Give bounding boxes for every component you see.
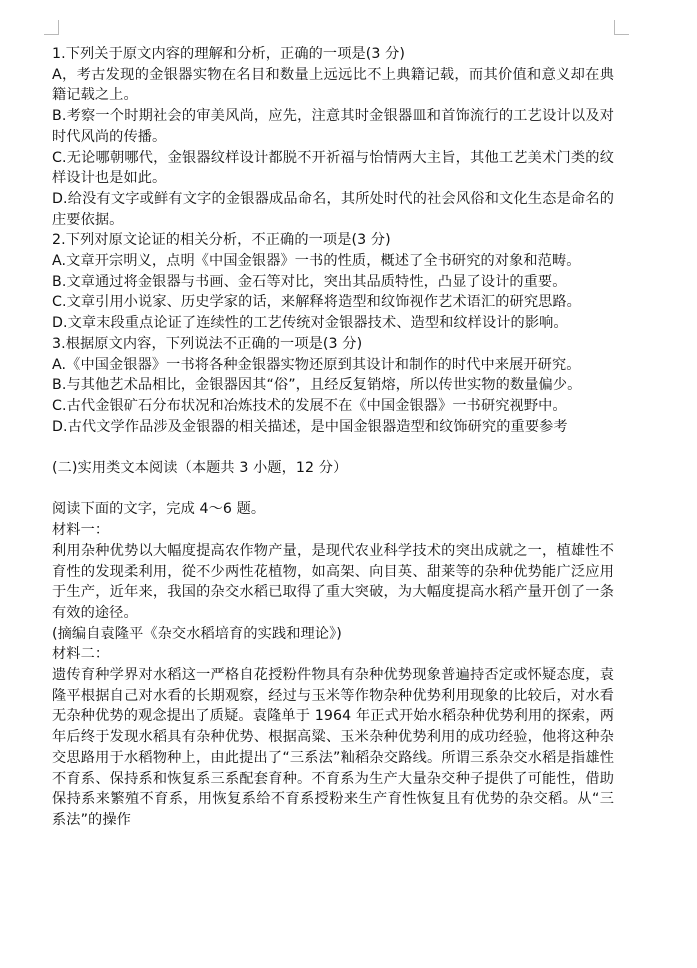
question-1-option-b: B.考察一个时期社会的审美风尚，应先，注意其时金银器皿和首饰流行的工艺设计以及对时代风尚的传播。 — [52, 108, 614, 145]
question-3-stem: 3.根据原文内容，下列说法不正确的一项是(3 分) — [52, 335, 363, 352]
material-1-source: (摘编自袁隆平《杂交水稻培育的实践和理论》) — [52, 625, 342, 642]
section-heading: (二)实用类文本阅读（本题共 3 小题，12 分） — [52, 460, 348, 477]
material-1-text: 利用杂种优势以大幅度提高农作物产量，是现代农业科学技术的突出成就之一，植雄性不育性的发现柔利用，從不少两性花植物，如高架、向目英、甜莱等的杂种优势能广泛应用于生产，近年来，我国的杂交水稻已取得了重大突破，为大幅度提高水稻产量开创了一条有效的途径。 — [52, 542, 614, 621]
question-2-stem: 2.下列对原文论证的相关分析，不正确的一项是(3 分) — [52, 232, 391, 249]
question-1-stem: 1.下列关于原文内容的理解和分析，正确的一项是(3 分) — [52, 46, 406, 62]
question-1-option-c: C.无论哪朝哪代，金银器纹样设计都脱不开祈福与怡情两大主旨，其他工艺美术门类的纹样设计也是如此。 — [52, 149, 614, 187]
question-2-option-c: C.文章引用小说家、历史学家的话，来解释将造型和纹饰视作艺术语汇的研究思路。 — [52, 294, 581, 311]
question-3-option-c: C.古代金银矿石分布状况和冶炼技术的发展不在《中国金银器》一书研究视野中。 — [52, 397, 567, 414]
question-2-option-a: A.文章开宗明义，点明《中国金银器》一书的性质，概述了全书研究的对象和范畴。 — [52, 253, 581, 270]
question-1-option-a: A，考古发现的金银器实物在名目和数量上远远比不上典籍记载，而其价值和意义却在典籍记载之上。 — [52, 66, 614, 104]
material-1-label: 材料一： — [52, 522, 110, 539]
question-2-option-b: B.文章通过将金银器与书画、金石等对比，突出其品质特性，凸显了设计的重要。 — [52, 273, 567, 290]
document-page — [52, 44, 614, 831]
question-3-option-d: D.古代文学作品涉及金银器的相关描述，是中国金银器造型和纹饰研究的重要参考 — [52, 418, 568, 435]
blank-line — [52, 479, 614, 500]
material-2-text: 遗传育种学界对水稻这一严格自花授粉件物具有杂种优势现象普遍持否定或怀疑态度，袁隆平根据自己对水看的长期观察，经过与玉米等作物杂种优势利用现象的比较后，对水看无杂种优势的观念提出了质疑。袁隆单于 1964 年正式开始水稻杂种优势利用的探索，两年后终于发现水稻具有杂种优势、根据高粱、玉米杂种优势利用的成功经验，他将这种杂交思路用于水稻物种上，由此提出了“三系法”籼稻杂交路线。所谓三系杂交水稻是指雄性不育系、保持系和恢复系三系配套育种。不育系为生产大量杂交种子提供了可能性，借助保持系来繁殖不育系，用恢复系给不育系授粉来生产育性恢复且有优势的杂交稻。从“三系法”的操作 — [52, 667, 614, 828]
material-2-label: 材料二： — [52, 646, 110, 663]
blank-line — [52, 437, 614, 458]
page-corner-mark-right — [614, 20, 629, 35]
reading-instruction: 阅读下面的文字，完成 4～6 题。 — [52, 501, 266, 518]
question-3-option-a: A.《中国金银器》一书将各种金银器实物还原到其设计和制作的时代中来展开研究。 — [52, 356, 581, 373]
page-corner-mark-left — [44, 20, 59, 35]
question-2-option-d: D.文章末段重点论证了连续性的工艺传统对金银器技术、造型和纹样设计的影响。 — [52, 315, 568, 332]
question-1-option-d: D.给没有文字或鲜有文字的金银器成品命名，其所处时代的社会风俗和文化生态是命名的庄要依据。 — [52, 190, 614, 228]
question-3-option-b: B.与其他艺术品相比，金银器因其“俗”，且经反复销熔，所以传世实物的数量偏少。 — [52, 377, 582, 394]
